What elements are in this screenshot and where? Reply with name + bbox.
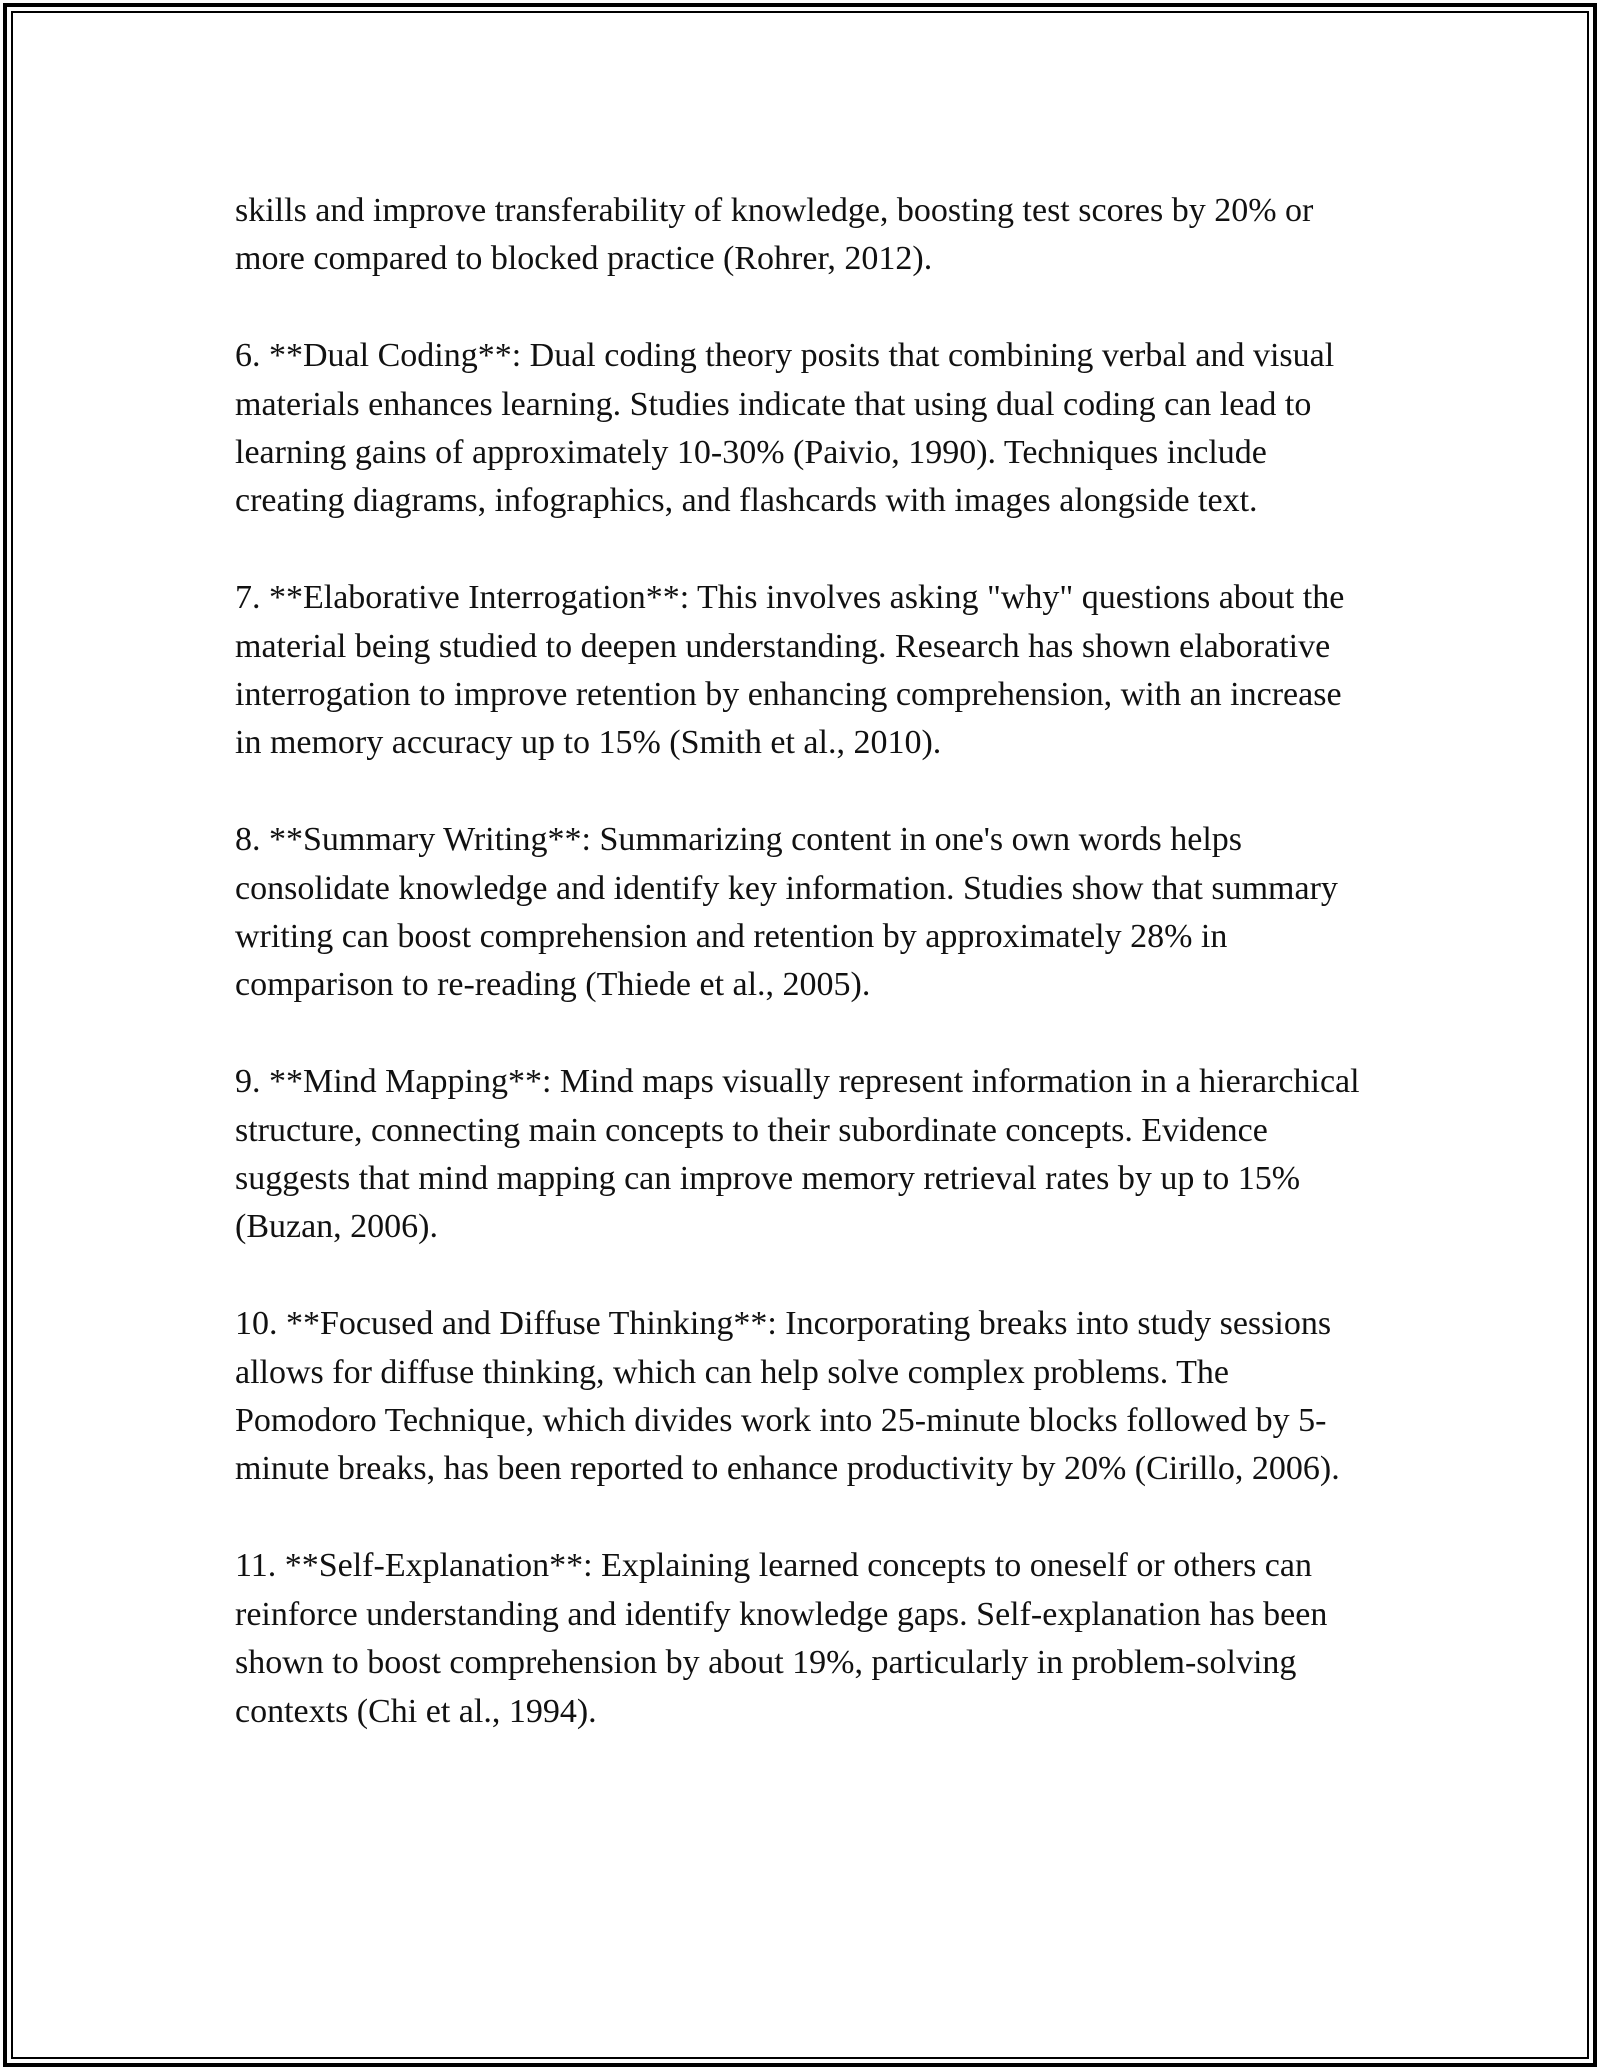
paragraph-summary-writing: 8. **Summary Writing**: Summarizing content in one's own words helps consolidate knowledge and identify key information. Studies show that summary writing can boost comprehension and retention by approximately 28% in comparison to re-reading (Thiede et al., 2005). xyxy=(235,821,1338,1004)
document-body xyxy=(235,187,1375,1736)
paragraph-elaborative-interrogation: 7. **Elaborative Interrogation**: This involves asking "why" questions about the material being studied to deepen understanding. Research has shown elaborative interrogation to improve retention by enhancing comprehension, with an increase in memory accuracy up to 15% (Smith et al., 2010). xyxy=(235,579,1345,762)
paragraph-self-explanation: 11. **Self-Explanation**: Explaining learned concepts to oneself or others can reinforce understanding and identify knowledge gaps. Self-explanation has been shown to boost comprehension by about 19%, particularly in problem-solving contexts (Chi et al., 1994). xyxy=(235,1547,1328,1730)
paragraph-mind-mapping: 9. **Mind Mapping**: Mind maps visually represent information in a hierarchical structure, connecting main concepts to their subordinate concepts. Evidence suggests that mind mapping can improve memory retrieval rates by up to 15% (Buzan, 2006). xyxy=(235,1063,1360,1246)
paragraph-focused-diffuse-thinking: 10. **Focused and Diffuse Thinking**: Incorporating breaks into study sessions allows for diffuse thinking, which can help solve complex problems. The Pomodoro Technique, which divides work into 25-minute blocks followed by 5-minute breaks, has been reported to enhance productivity by 20% (Cirillo, 2006). xyxy=(235,1305,1340,1488)
paragraph-continuation: skills and improve transferability of knowledge, boosting test scores by 20% or more compared to blocked practice (Rohrer, 2012). xyxy=(235,192,1314,278)
paragraph-dual-coding: 6. **Dual Coding**: Dual coding theory posits that combining verbal and visual materials enhances learning. Studies indicate that using dual coding can lead to learning gains of approximately 10-30% (Paivio, 1990). Techniques include creating diagrams, infographics, and flashcards with images alongside text. xyxy=(235,337,1335,520)
